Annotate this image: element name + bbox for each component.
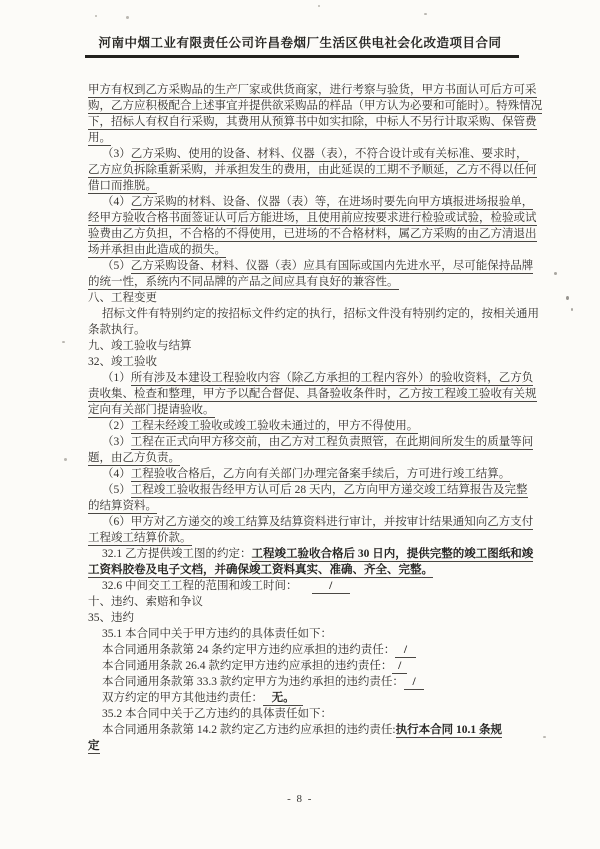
- contract-line: [88, 706, 528, 722]
- contract-line: [88, 674, 528, 690]
- contract-line: [88, 610, 528, 626]
- underlined-text-segment: 工程竣工结算价款。: [88, 532, 192, 544]
- contract-line: [88, 274, 528, 290]
- text-segment: （2）: [102, 420, 131, 432]
- contract-line: [88, 290, 528, 306]
- scan-speck: [126, 16, 129, 19]
- text-segment: （4）: [102, 468, 131, 480]
- scan-speck: [571, 308, 573, 311]
- underlined-text-segment: 乙方应负拆除重新采购，并承担发生的费用，由此延误的工期不予顺延，乙方不得以任何: [88, 164, 537, 176]
- contract-line: [88, 450, 528, 466]
- contract-line: [88, 738, 528, 754]
- underlined-text-segment: 题，由乙方负责。: [88, 452, 180, 464]
- underlined-text-segment: 验费由乙方负担，不合格的不得使用，已进场的不合格材料，属乙方采购的由乙方清退出: [88, 228, 537, 240]
- text-segment: （3）: [102, 148, 131, 160]
- contract-line: [88, 242, 528, 258]
- contract-line: [88, 514, 534, 530]
- contract-line: [88, 402, 528, 418]
- contract-line: [88, 130, 528, 146]
- scan-speck: [62, 341, 65, 343]
- text-segment: 32.1 乙方提供竣工图的约定：: [102, 548, 252, 560]
- text-segment: 十、违约、索赔和争议: [88, 596, 203, 608]
- contract-line: [88, 258, 534, 274]
- contract-line: [88, 114, 537, 130]
- text-segment: （5）: [102, 484, 131, 496]
- underlined-text-segment: 用。: [88, 132, 111, 144]
- underlined-text-segment: /: [403, 676, 425, 688]
- contract-line: [88, 562, 528, 578]
- underlined-text-segment: 甲方对乙方递交的竣工结算及结算资料进行审计，并按审计结果通知向乙方支付: [130, 516, 534, 528]
- text-segment: （4）: [102, 196, 131, 208]
- underlined-text-segment: 乙方采购设备、材料、仪器（表）应具有国际或国内先进水平，尽可能保持品牌: [130, 260, 534, 272]
- underlined-text-segment: 下，招标人有权自行采购，其费用从预算书中如实扣除，中标人不另行计取采购、保管费: [88, 116, 537, 128]
- contract-line: [88, 178, 528, 194]
- contract-line: [88, 530, 528, 546]
- contract-line: [88, 626, 528, 642]
- header-divider: [85, 55, 519, 58]
- underlined-text-segment: 工程竣工验收合格后 30 日内，提供完整的竣工图纸和竣: [251, 548, 534, 560]
- underlined-text-segment: 无。: [263, 692, 304, 704]
- contract-line: [88, 306, 539, 322]
- contract-line: [88, 642, 528, 658]
- underlined-text-segment: 工程验收合格后，乙方向有关部门办理完备案手续后，方可进行竣工结算。: [130, 468, 511, 480]
- contract-line: [88, 466, 528, 482]
- contract-line: [88, 210, 537, 226]
- underlined-text-segment: 甲方有权到乙方采购品的生产厂家或供货商家，进行考察与验货，甲方书面认可后方可采: [88, 84, 537, 96]
- text-segment: 八、工程变更: [88, 292, 157, 304]
- text-segment: 招标文件有特别约定的按招标文件约定的执行，招标文件没有特别约定的，按相关通用: [102, 308, 539, 320]
- contract-line: [88, 98, 543, 114]
- underlined-text-segment: 执行本合同 10.1 条规: [395, 724, 502, 736]
- underlined-text-segment: 借口而推脱。: [88, 180, 157, 192]
- scan-speck: [318, 5, 320, 7]
- contract-line: [88, 370, 534, 386]
- text-segment: 本合同通用条款第 24 条约定甲方违约应承担的违约责任：: [102, 644, 396, 656]
- contract-line: [88, 658, 528, 674]
- contract-line: [88, 482, 528, 498]
- contract-body: [88, 82, 543, 754]
- contract-line: [88, 578, 528, 594]
- text-segment: 35.2 本合同中关于乙方违约的具体责任如下：: [102, 708, 332, 720]
- underlined-text-segment: 的统一性，系统内不同品牌的产品之间应具有良好的兼容性。: [88, 276, 399, 288]
- text-segment: 35.1 本合同中关于甲方违约的具体责任如下：: [102, 628, 332, 640]
- text-segment: 双方约定的甲方其他违约责任：: [102, 692, 263, 704]
- contract-line: [88, 722, 528, 738]
- text-segment: 本合同通用条款第 33.3 款约定甲方为违约承担的违约责任：: [102, 676, 404, 688]
- underlined-text-segment: 场并承担由此造成的损失。: [88, 244, 226, 256]
- scan-speck: [543, 736, 546, 738]
- scan-speck: [554, 272, 557, 275]
- underlined-text-segment: /: [311, 580, 350, 592]
- text-segment: 九、竣工验收与结算: [88, 340, 192, 352]
- text-segment: 本合同通用条款 26.4 款约定甲方违约应承担的违约责任：: [102, 660, 393, 672]
- text-segment: （5）: [102, 260, 131, 272]
- page-title: 河南中烟工业有限责任公司许昌卷烟厂生活区供电社会化改造项目合同: [98, 36, 502, 50]
- underlined-text-segment: 所有涉及本建设工程验收内容（除乙方承担的工程内容外）的验收资料，乙方负: [130, 372, 534, 384]
- text-segment: 35、违约: [88, 612, 134, 624]
- text-segment: 本合同通用条款第 14.2 款约定乙方违约应承担的违约责任:: [102, 724, 396, 736]
- page-number: - 8 -: [287, 793, 313, 805]
- underlined-text-segment: 乙方采购的材料、设备、仪器（表）等，在进场时要先向甲方填报进场报验单，: [130, 196, 534, 208]
- contract-line: [88, 226, 537, 242]
- scan-speck: [566, 296, 569, 300]
- underlined-text-segment: 经甲方验收合格书面签证认可后方能进场，且使用前应按要求进行检验或试验，检验或试: [88, 212, 537, 224]
- text-segment: （6）: [102, 516, 131, 528]
- text-segment: 32、竣工验收: [88, 356, 157, 368]
- contract-line: [88, 594, 528, 610]
- underlined-text-segment: /: [392, 660, 408, 672]
- contract-line: [88, 162, 537, 178]
- underlined-text-segment: 定: [88, 740, 100, 752]
- underlined-text-segment: 责收集、检查和整理，甲方予以配合督促、具备验收条件时，乙方按工程竣工验收有关规: [88, 388, 537, 400]
- contract-line: [88, 690, 528, 706]
- underlined-text-segment: 的结算资料。: [88, 500, 157, 512]
- contract-line: [88, 498, 528, 514]
- underlined-text-segment: 定向有关部门提请验收。: [88, 404, 215, 416]
- text-segment: （1）: [102, 372, 131, 384]
- contract-line: [88, 418, 528, 434]
- contract-line: [88, 82, 537, 98]
- contract-line: [88, 354, 528, 370]
- contract-line: [88, 146, 528, 162]
- contract-line: [88, 434, 534, 450]
- underlined-text-segment: 工资料胶卷及电子文档，并确保竣工资料真实、准确、齐全、完整。: [88, 564, 433, 576]
- text-segment: 条款执行。: [88, 324, 146, 336]
- contract-line: [88, 546, 534, 562]
- scan-speck: [424, 13, 427, 15]
- underlined-text-segment: 购，乙方应积极配合上述事宜并提供欲采购品的样品（甲方认为必要和可能时）。特殊情况: [88, 100, 543, 112]
- contract-line: [88, 194, 534, 210]
- contract-line: [88, 338, 528, 354]
- contract-line: [88, 386, 537, 402]
- underlined-text-segment: 工程在正式向甲方移交前，由乙方对工程负责照管，在此期间所发生的质量等问: [130, 436, 534, 448]
- underlined-text-segment: /: [395, 644, 416, 656]
- text-segment: （3）: [102, 436, 131, 448]
- scan-speck: [95, 15, 97, 17]
- contract-line: [88, 322, 528, 338]
- scan-speck: [64, 458, 67, 461]
- underlined-text-segment: 工程未经竣工验收或竣工验收未通过的，甲方不得使用。: [130, 420, 419, 432]
- underlined-text-segment: 工程竣工验收报告经甲方认可后 28 天内，乙方向甲方递交竣工结算报告及完整: [130, 484, 528, 496]
- underlined-text-segment: 乙方采购、使用的设备、材料、仪器（表），不符合设计或有关标准、要求时，: [130, 148, 528, 160]
- text-segment: 32.6 中间交工工程的范围和竣工时间：: [102, 580, 312, 592]
